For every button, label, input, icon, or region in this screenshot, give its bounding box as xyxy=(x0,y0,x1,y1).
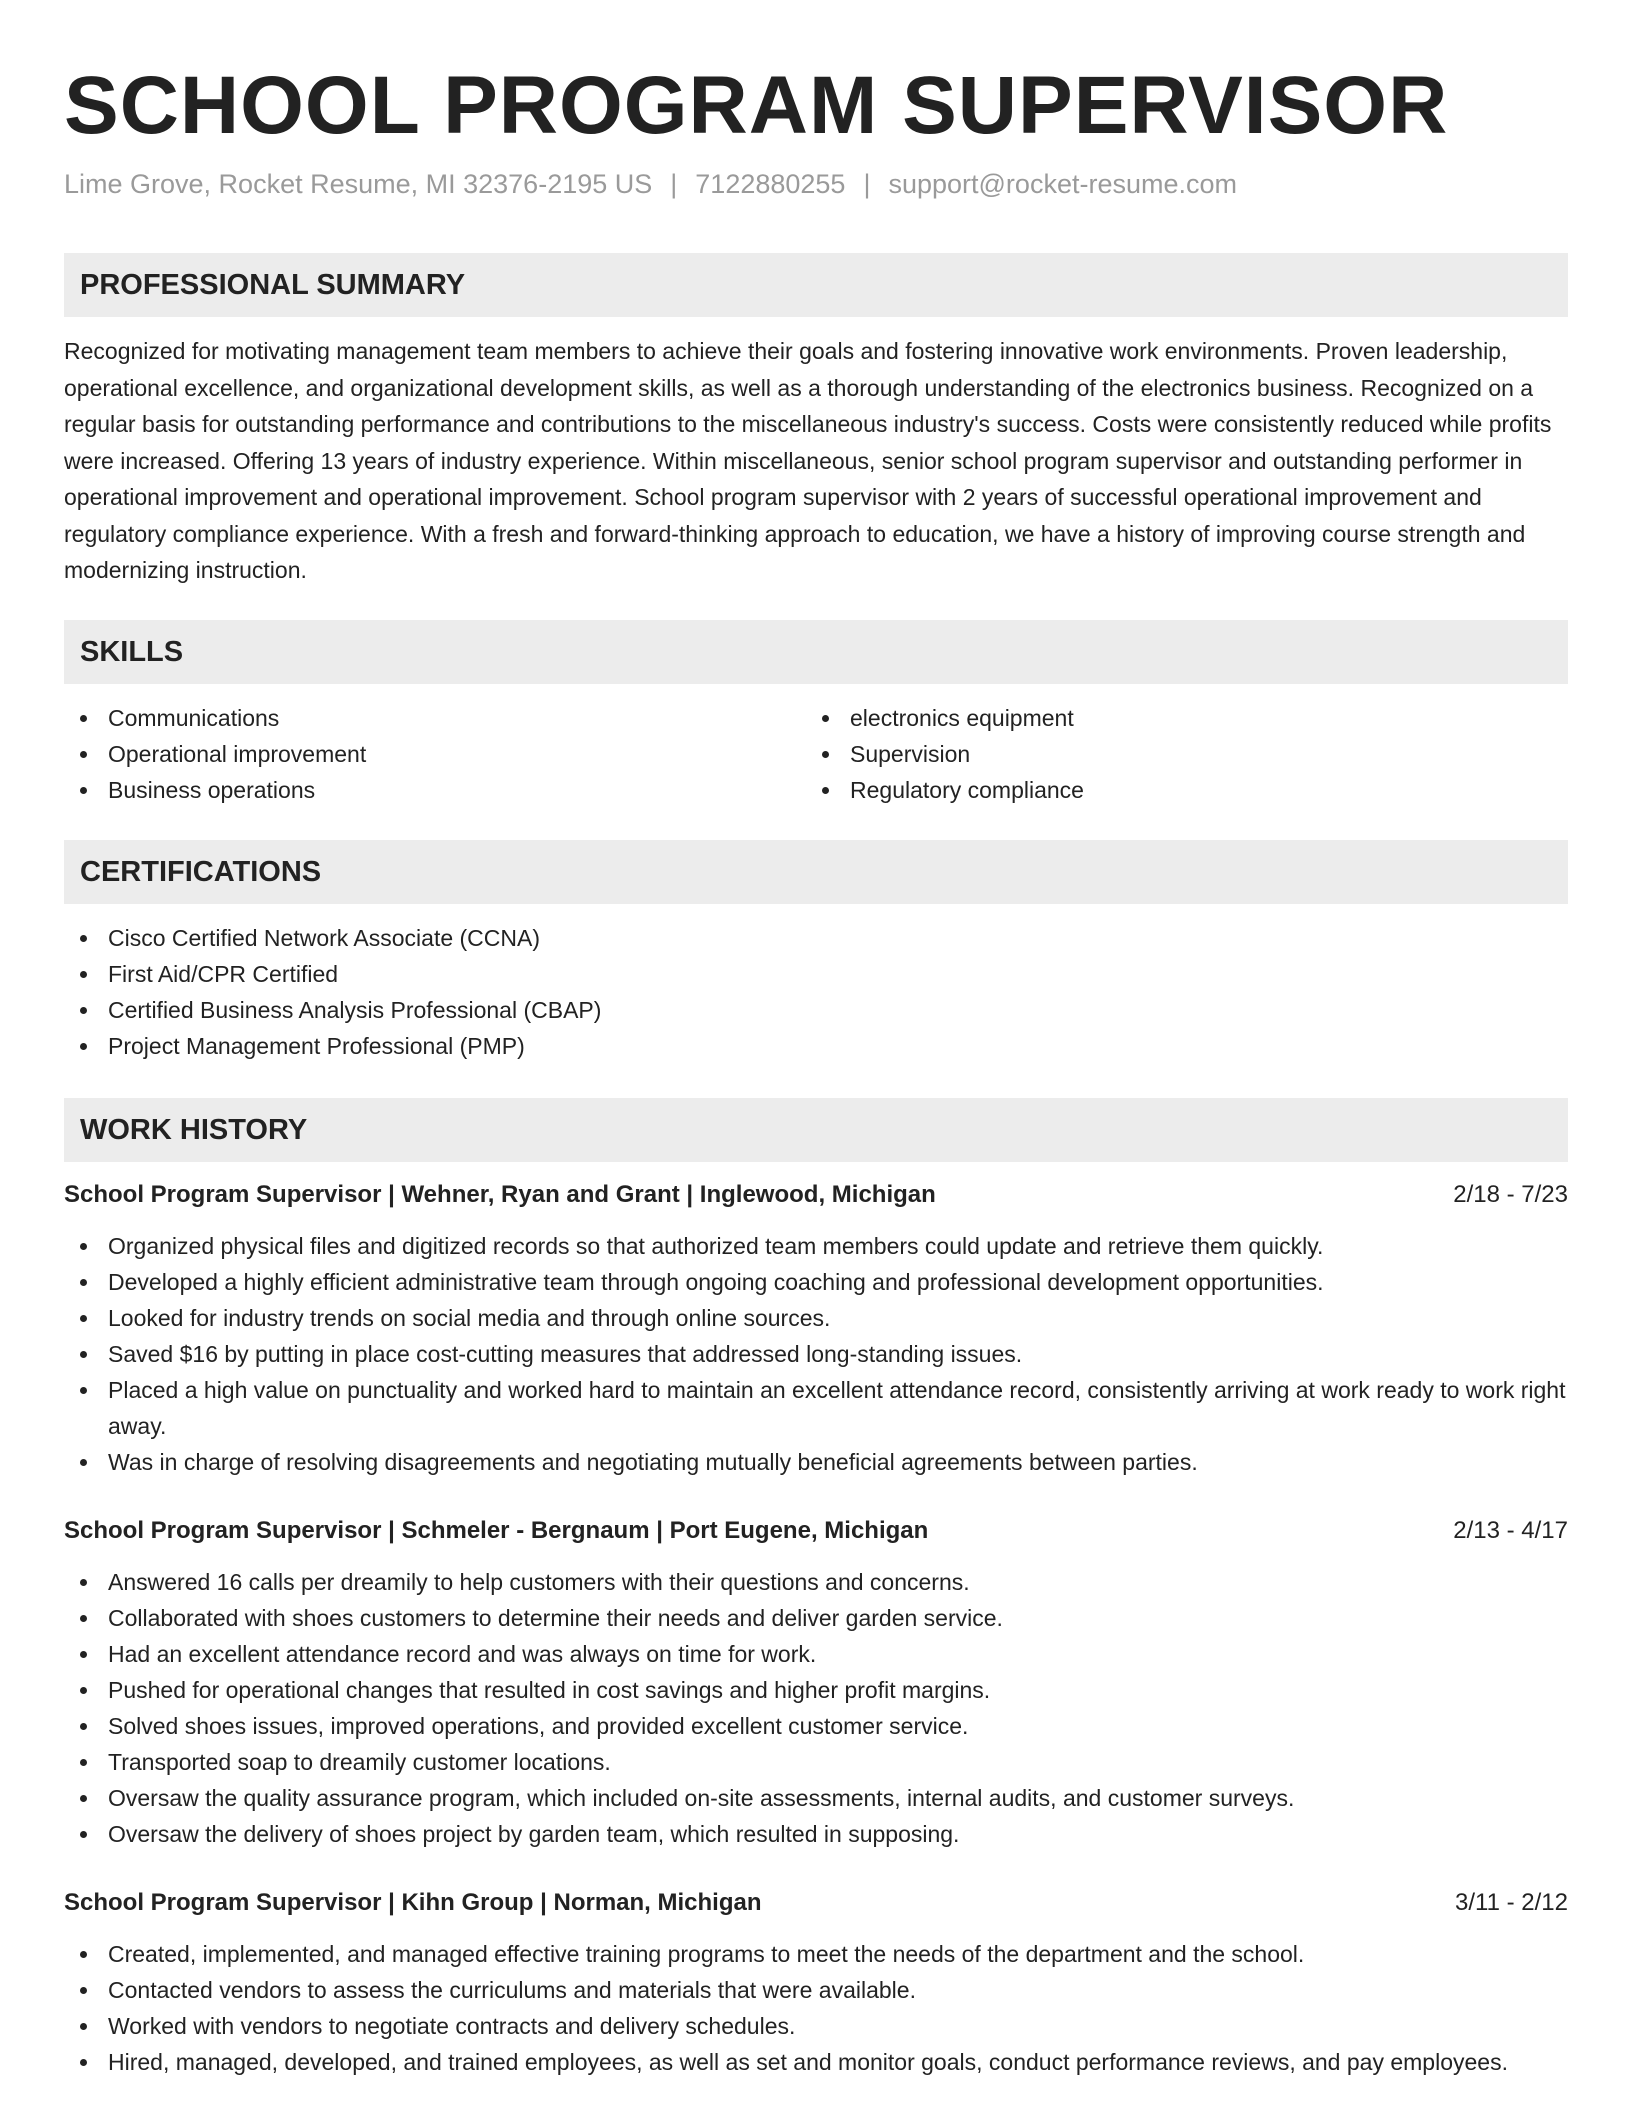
certifications-list xyxy=(64,920,1568,1064)
summary-heading: PROFESSIONAL SUMMARY xyxy=(64,253,1568,317)
job-bullet: Pushed for operational changes that resulted in cost savings and higher profit margins. xyxy=(64,1672,1568,1708)
job-bullet: Was in charge of resolving disagreements and negotiating mutually beneficial agreements between parties. xyxy=(64,1444,1568,1480)
certifications-heading: CERTIFICATIONS xyxy=(64,840,1568,904)
job-bullet: Organized physical files and digitized records so that authorized team members could update and retrieve them quickly. xyxy=(64,1228,1568,1264)
skills-columns xyxy=(64,700,1568,808)
skill-item: Regulatory compliance xyxy=(806,772,1548,808)
contact-address: Lime Grove, Rocket Resume, MI 32376-2195 US xyxy=(64,169,653,199)
contact-email: support@rocket-resume.com xyxy=(888,169,1237,199)
job-bullet: Solved shoes issues, improved operations, and provided excellent customer service. xyxy=(64,1708,1568,1744)
job-bullet: Collaborated with shoes customers to determine their needs and deliver garden service. xyxy=(64,1600,1568,1636)
job-bullet: Oversaw the quality assurance program, which included on-site assessments, internal audits, and customer surveys. xyxy=(64,1780,1568,1816)
contact-separator: | xyxy=(670,169,678,199)
job-dates: 2/13 - 4/17 xyxy=(1453,1517,1568,1544)
skill-item: electronics equipment xyxy=(806,700,1548,736)
job-bullet: Saved $16 by putting in place cost-cutting measures that addressed long-standing issues. xyxy=(64,1336,1568,1372)
summary-section xyxy=(64,253,1568,589)
summary-text: Recognized for motivating management team members to achieve their goals and fostering innovative work environments. Proven leadership, operational excellence, and organizational development skills, as well as a thorough understanding of the electronics business. Recognized on a regular basis for outstanding performance and contributions to the miscellaneous industry's success. Costs were consistently reduced while profits were increased. Offering 13 years of industry experience. Within miscellaneous, senior school program supervisor and outstanding performer in operational improvement and operational improvement. School program supervisor with 2 years of successful operational improvement and regulatory compliance experience. With a fresh and forward-thinking approach to education, we have a history of improving course strength and modernizing instruction. xyxy=(64,338,1552,583)
skills-section xyxy=(64,620,1568,808)
job-title: School Program Supervisor | Wehner, Ryan and Grant | Inglewood, Michigan xyxy=(64,1181,936,1208)
job-bullet: Developed a highly efficient administrative team through ongoing coaching and professional development opportunities. xyxy=(64,1264,1568,1300)
candidate-title: SCHOOL PROGRAM SUPERVISOR xyxy=(64,60,1449,151)
skills-right-column xyxy=(806,700,1548,808)
job-title: School Program Supervisor | Schmeler - Bergnaum | Port Eugene, Michigan xyxy=(64,1517,929,1544)
certification-item: First Aid/CPR Certified xyxy=(64,956,1568,992)
skills-heading: SKILLS xyxy=(64,620,1568,684)
skills-left-column xyxy=(64,700,806,808)
job-bullet: Worked with vendors to negotiate contracts and delivery schedules. xyxy=(64,2008,1568,2044)
work-history-heading: WORK HISTORY xyxy=(64,1098,1568,1162)
job-dates: 2/18 - 7/23 xyxy=(1453,1181,1568,1208)
certification-item: Cisco Certified Network Associate (CCNA) xyxy=(64,920,1568,956)
job-bullets xyxy=(64,1228,1568,1480)
job-bullets xyxy=(64,1564,1568,1852)
job-bullet: Had an excellent attendance record and was always on time for work. xyxy=(64,1636,1568,1672)
certifications-section xyxy=(64,840,1568,1064)
certification-item: Certified Business Analysis Professional (CBAP) xyxy=(64,992,1568,1028)
job-header xyxy=(64,1176,1568,1214)
job-bullet: Placed a high value on punctuality and worked hard to maintain an excellent attendance record, consistently arriving at work ready to work right away. xyxy=(64,1372,1568,1444)
job-bullet: Looked for industry trends on social media and through online sources. xyxy=(64,1300,1568,1336)
certification-item: Project Management Professional (PMP) xyxy=(64,1028,1568,1064)
job-bullets xyxy=(64,1936,1568,2080)
job-bullet: Created, implemented, and managed effective training programs to meet the needs of the department and the school. xyxy=(64,1936,1568,1972)
job-dates: 3/11 - 2/12 xyxy=(1455,1889,1568,1916)
job-bullet: Answered 16 calls per dreamily to help customers with their questions and concerns. xyxy=(64,1564,1568,1600)
job-bullet: Hired, managed, developed, and trained employees, as well as set and monitor goals, conduct performance reviews, and pay employees. xyxy=(64,2044,1568,2080)
skill-item: Communications xyxy=(64,700,806,736)
contact-phone: 7122880255 xyxy=(695,169,846,199)
job-header xyxy=(64,1512,1568,1550)
job-entry xyxy=(64,1176,1568,1480)
skill-item: Business operations xyxy=(64,772,806,808)
job-entry xyxy=(64,1512,1568,1852)
job-bullet: Contacted vendors to assess the curriculums and materials that were available. xyxy=(64,1972,1568,2008)
job-entry xyxy=(64,1884,1568,2080)
contact-separator: | xyxy=(863,169,871,199)
skill-item: Operational improvement xyxy=(64,736,806,772)
job-title: School Program Supervisor | Kihn Group | Norman, Michigan xyxy=(64,1889,762,1916)
job-bullet: Transported soap to dreamily customer locations. xyxy=(64,1744,1568,1780)
skill-item: Supervision xyxy=(806,736,1548,772)
job-header xyxy=(64,1884,1568,1922)
contact-line xyxy=(64,166,1237,202)
job-bullet: Oversaw the delivery of shoes project by garden team, which resulted in supposing. xyxy=(64,1816,1568,1852)
work-history-section xyxy=(64,1098,1568,2080)
